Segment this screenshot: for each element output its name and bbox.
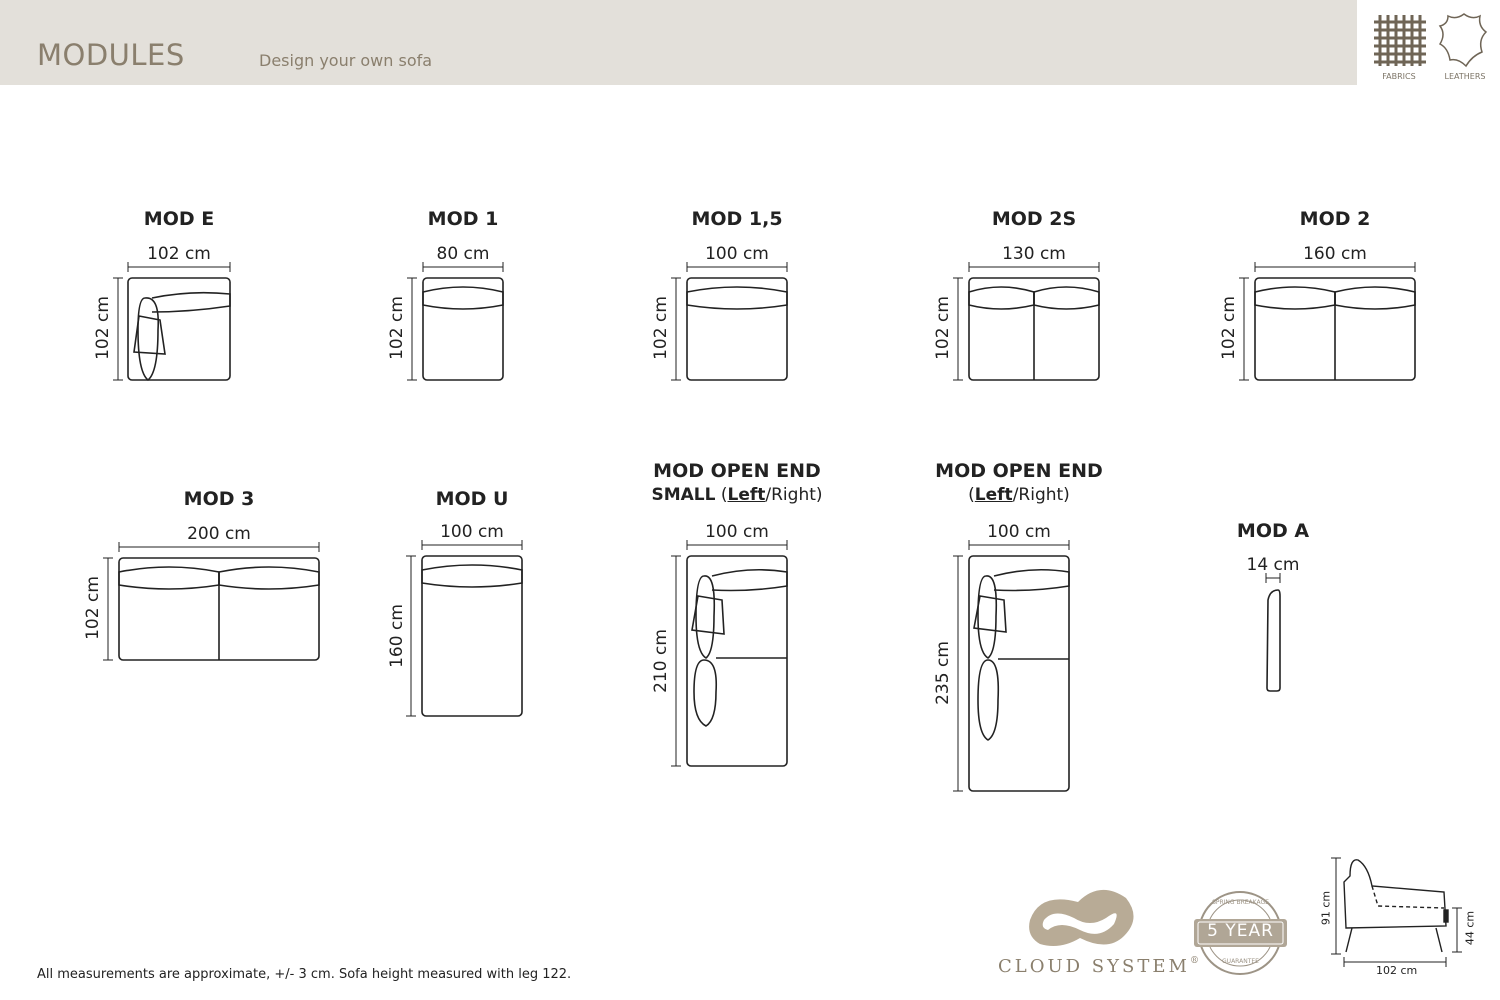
fabrics-label: FABRICS	[1382, 72, 1416, 81]
badge-top-text: SPRING BREAKAGE	[1212, 899, 1269, 906]
mod-2-depth: 102 cm	[1219, 296, 1239, 360]
side-view-drawing	[1331, 858, 1462, 967]
mod-1-drawing	[407, 262, 503, 380]
mod-open-end-small-drawing	[671, 540, 787, 766]
mod-open-end-small-title: MOD OPEN END	[653, 460, 821, 482]
mod-1-title: MOD 1	[427, 208, 499, 230]
footnote: All measurements are approximate, +/- 3 cm. Sofa height measured with leg 122.	[37, 967, 572, 982]
mod-u-drawing	[406, 540, 522, 716]
mod-open-end-drawing	[953, 540, 1069, 791]
left-option: Left	[727, 485, 766, 505]
mod-2-width: 160 cm	[1303, 244, 1367, 264]
cloud-system-logo	[1029, 890, 1133, 946]
mod-2s-width: 130 cm	[1002, 244, 1066, 264]
mod-2s-depth: 102 cm	[933, 296, 953, 360]
mod-15-width: 100 cm	[705, 244, 769, 264]
side-seat-height: 44 cm	[1463, 910, 1477, 946]
mod-open-end-width: 100 cm	[987, 522, 1051, 542]
mod-2-title: MOD 2	[1299, 208, 1371, 230]
leathers-label: LEATHERS	[1444, 72, 1486, 81]
mod-15-title: MOD 1,5	[691, 208, 783, 230]
badge-bottom-text: GUARANTEE	[1222, 958, 1259, 965]
mod-open-end-subtitle: (Left/Right)	[968, 485, 1070, 505]
mod-3-drawing	[103, 542, 319, 660]
brand-name: CLOUD SYSTEM®	[998, 956, 1202, 977]
mod-3-depth: 102 cm	[83, 576, 103, 640]
mod-open-end-title: MOD OPEN END	[935, 460, 1103, 482]
mod-a-width: 14 cm	[1246, 555, 1300, 575]
mod-15-drawing	[671, 262, 787, 380]
mod-3-title: MOD 3	[183, 488, 255, 510]
mod-e-drawing	[113, 262, 230, 380]
badge-main-text: 5 YEAR	[1207, 921, 1274, 941]
side-depth: 102 cm	[1376, 964, 1418, 977]
mod-2-drawing	[1239, 262, 1415, 380]
mod-e-depth: 102 cm	[93, 296, 113, 360]
mod-u-width: 100 cm	[440, 522, 504, 542]
mod-e-width: 102 cm	[147, 244, 211, 264]
left-option: Left	[974, 485, 1013, 505]
mod-u-depth: 160 cm	[387, 604, 407, 668]
mod-open-end-small-depth: 210 cm	[651, 629, 671, 693]
mod-2s-drawing	[953, 262, 1099, 380]
mod-open-end-small-width: 100 cm	[705, 522, 769, 542]
mod-2s-title: MOD 2S	[991, 208, 1077, 230]
mod-3-width: 200 cm	[187, 524, 251, 544]
fabrics-icon[interactable]	[1374, 15, 1426, 66]
mod-open-end-depth: 235 cm	[933, 641, 953, 705]
side-height: 91 cm	[1319, 890, 1333, 926]
page-subtitle: Design your own sofa	[259, 51, 433, 70]
mod-a-title: MOD A	[1236, 520, 1310, 542]
mod-15-depth: 102 cm	[651, 296, 671, 360]
mod-e-title: MOD E	[143, 208, 215, 230]
page-title: MODULES	[37, 38, 185, 72]
mod-a-drawing	[1266, 573, 1280, 691]
mod-open-end-small-subtitle: SMALL (Left/Right)	[651, 485, 823, 505]
leathers-icon[interactable]	[1440, 14, 1486, 66]
mod-1-depth: 102 cm	[387, 296, 407, 360]
mod-u-title: MOD U	[435, 488, 509, 510]
mod-1-width: 80 cm	[436, 244, 490, 264]
